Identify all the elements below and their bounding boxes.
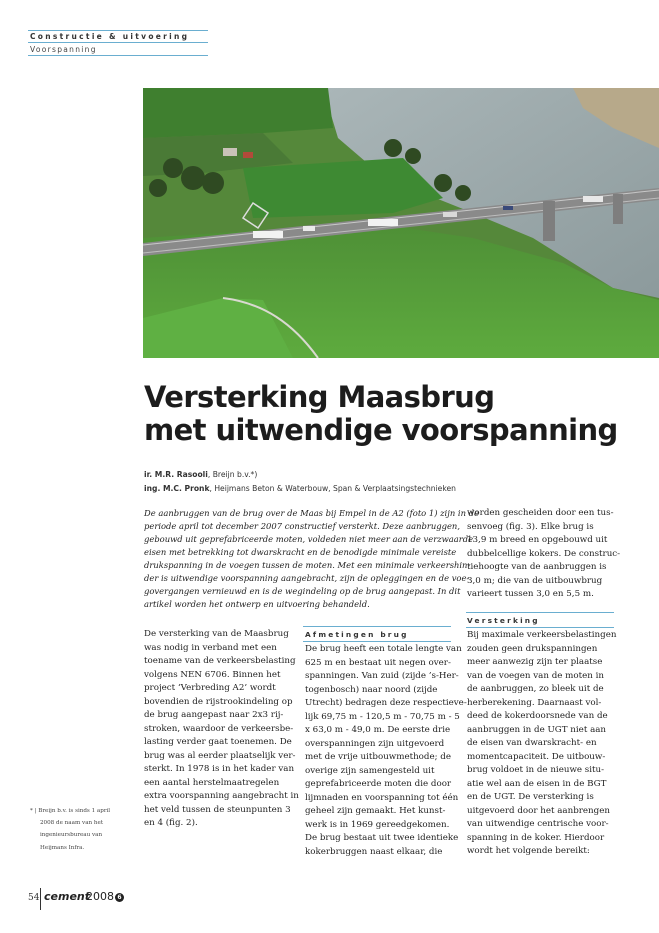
body-column-2 bbox=[305, 643, 467, 859]
body-line: deed de kokerdoorsnede van de bbox=[467, 711, 608, 721]
body-line: extra voorspanning aangebracht in bbox=[144, 791, 299, 801]
body-column-3-top bbox=[467, 507, 627, 602]
body-line: lijmnaden en voorspanning tot één bbox=[305, 792, 459, 803]
lead-line: gebouwd uit geprefabriceerde moten, voldeden niet meer aan de verzwaarde bbox=[144, 534, 474, 544]
body-line: en 4 (fig. 2). bbox=[144, 818, 198, 828]
footnote-line: 2008 de naam van het bbox=[40, 820, 104, 827]
subsection-label: Voorspanning bbox=[30, 45, 97, 54]
body-line: togenbosch) naar noord (zijde bbox=[305, 684, 438, 695]
footnote-line: * | Breijn b.v. is sinds 1 april bbox=[30, 808, 111, 814]
body-line: dubbelcellige kokers. De construc- bbox=[467, 548, 621, 559]
author-name: ing. M.C. Pronk bbox=[144, 484, 210, 493]
body-line: bovendien de rijstrookindeling op bbox=[144, 696, 293, 707]
body-line: lasting verder gaat toenemen. De bbox=[144, 737, 292, 747]
body-line: meer aanwezig zijn ter plaatse bbox=[467, 657, 603, 667]
header-rule-bottom bbox=[28, 55, 208, 56]
body-line: De brug bestaat uit twee identieke bbox=[305, 833, 459, 843]
body-line: van de voegen van de moten in bbox=[467, 670, 604, 681]
heading-rule bbox=[466, 612, 614, 613]
body-line: het veld tussen de steunpunten 3 bbox=[144, 804, 291, 815]
body-line: spanningen. Van zuid (zijde ’s-Her- bbox=[305, 671, 459, 681]
lead-line: govergangen vernieuwd en is de wegindeling op de brug aangepast. In dit bbox=[144, 586, 461, 596]
body-line: kokerbruggen naast elkaar, die bbox=[305, 846, 443, 857]
lead-line: periode april tot december 2007 constructief versterkt. Deze aanbruggen, bbox=[144, 521, 460, 531]
footnote-line: ingenieursbureau van bbox=[40, 832, 103, 839]
body-line: van uitwendige centrische voor- bbox=[467, 819, 609, 829]
body-line: lijk 69,75 m - 120,5 m - 70,75 m - 5 bbox=[305, 711, 460, 722]
header-rule-middle bbox=[28, 42, 208, 43]
issue-year: 2008 bbox=[86, 890, 114, 903]
body-column-3 bbox=[467, 629, 627, 859]
body-line: tiehoogte van de aanbruggen is bbox=[467, 562, 607, 572]
body-line: geprefabriceerde moten die door bbox=[305, 779, 452, 789]
heading-rule bbox=[303, 641, 451, 642]
body-line: worden gescheiden door een tus- bbox=[467, 508, 614, 518]
body-line: en de UGT. De versterking is bbox=[467, 792, 594, 802]
body-line: overspanningen zijn uitgevoerd bbox=[305, 738, 445, 749]
body-line: de aanbruggen, zo bleek uit de bbox=[467, 684, 604, 694]
body-line: senvoeg (fig. 3). Elke brug is bbox=[467, 521, 594, 532]
body-line: herberekening. Daarnaast vol- bbox=[467, 697, 602, 708]
body-line: de brug aangepast naar 2x3 rij- bbox=[144, 710, 284, 720]
magazine-name: cement bbox=[44, 890, 90, 903]
body-line: sterkt. In 1978 is in het kader van bbox=[144, 764, 295, 774]
body-line: de eisen van dwarskracht- en bbox=[467, 738, 597, 748]
section-label: Constructie & uitvoering bbox=[30, 32, 190, 41]
body-line: zouden geen drukspanningen bbox=[467, 643, 598, 654]
body-line: x 63,0 m - 49,0 m. De eerste drie bbox=[305, 725, 451, 735]
body-line: aanbruggen in de UGT niet aan bbox=[467, 724, 607, 735]
body-line: spanning in de koker. Hierdoor bbox=[467, 832, 605, 843]
body-line: geheel zijn gemaakt. Het kunst- bbox=[305, 806, 446, 816]
lead-line: artikel worden het ontwerp en uitvoering behandeld. bbox=[144, 599, 370, 609]
title-line: Versterking Maasbrug bbox=[144, 380, 495, 414]
body-line: 13,9 m breed en opgebouwd uit bbox=[467, 535, 608, 545]
body-line: atie wel aan de eisen in de BGT bbox=[467, 778, 607, 789]
body-line: met de vrije uitbouwmethode; de bbox=[305, 752, 452, 762]
footer-divider bbox=[40, 888, 41, 910]
article-lead bbox=[144, 507, 479, 611]
body-line: 625 m en bestaat uit negen over- bbox=[305, 657, 451, 668]
body-line: uitgevoerd door het aanbrengen bbox=[467, 805, 610, 816]
author-affiliation: , Breijn b.v.*) bbox=[207, 470, 258, 479]
footnote bbox=[30, 805, 138, 854]
body-line: Bij maximale verkeersbelastingen bbox=[467, 630, 617, 640]
author-affiliation: , Heijmans Beton & Waterbouw, Span & Verplaatsingstechnieken bbox=[209, 484, 456, 493]
body-line: een aantal herstelmaatregelen bbox=[144, 777, 280, 788]
body-line: overige zijn samengesteld uit bbox=[305, 765, 435, 776]
body-line: stroken, waardoor de verkeersbe- bbox=[144, 723, 294, 734]
aerial-photo-illustration bbox=[143, 88, 659, 358]
body-line: 3,0 m; die van de uitbouwbrug bbox=[467, 575, 603, 586]
section-heading-afmetingen: Afmetingen brug bbox=[305, 630, 409, 639]
body-line: varieert tussen 3,0 en 5,5 m. bbox=[467, 589, 594, 599]
aerial-photo bbox=[143, 88, 659, 358]
title-line: met uitwendige voorspanning bbox=[144, 413, 618, 447]
body-line: brug voldoet in de nieuwe situ- bbox=[467, 765, 605, 775]
body-line: De versterking van de Maasbrug bbox=[144, 629, 289, 639]
body-line: momentcapaciteit. De uitbouw- bbox=[467, 751, 606, 762]
body-line: wordt het volgende bereikt: bbox=[467, 846, 590, 856]
body-line: volgens NEN 6706. Binnen het bbox=[144, 669, 281, 680]
author-line bbox=[144, 484, 456, 493]
lead-line: drukspanning in de voegen tussen de moten. Met een minimale verkeershin- bbox=[144, 560, 471, 570]
author-name: ir. M.R. Rasooli bbox=[144, 470, 208, 479]
lead-line: der is uitwendige voorspanning aangebracht, zijn de opleggingen en de voe- bbox=[144, 573, 470, 583]
body-line: was nodig in verband met een bbox=[144, 642, 277, 653]
heading-rule bbox=[466, 627, 614, 628]
body-line: Utrecht) bedragen deze respectieve- bbox=[305, 698, 467, 708]
footnote-line: Heijmans Infra. bbox=[40, 844, 85, 851]
body-line: werk is in 1969 gereedgekomen. bbox=[305, 819, 450, 830]
body-line: De brug heeft een totale lengte van bbox=[305, 644, 462, 654]
header-rule-top bbox=[28, 30, 208, 31]
heading-rule bbox=[303, 626, 451, 627]
lead-line: eisen met betrekking tot dwarskracht en de benodigde minimale vereiste bbox=[144, 547, 457, 557]
body-column-1 bbox=[144, 628, 299, 831]
author-line bbox=[144, 470, 257, 479]
section-heading-versterking: Versterking bbox=[467, 616, 540, 625]
article-title bbox=[144, 381, 644, 447]
body-line: brug was al eerder plaatselijk ver- bbox=[144, 750, 296, 761]
lead-line: De aanbruggen van de brug over de Maas bij Empel in de A2 (foto 1) zijn in de bbox=[144, 508, 479, 518]
issue-number-badge: 6 bbox=[115, 893, 124, 902]
page-number: 54 bbox=[28, 893, 40, 903]
body-line: project ‘Verbreding A2’ wordt bbox=[144, 683, 276, 693]
body-line: toename van de verkeersbelasting bbox=[144, 656, 296, 666]
